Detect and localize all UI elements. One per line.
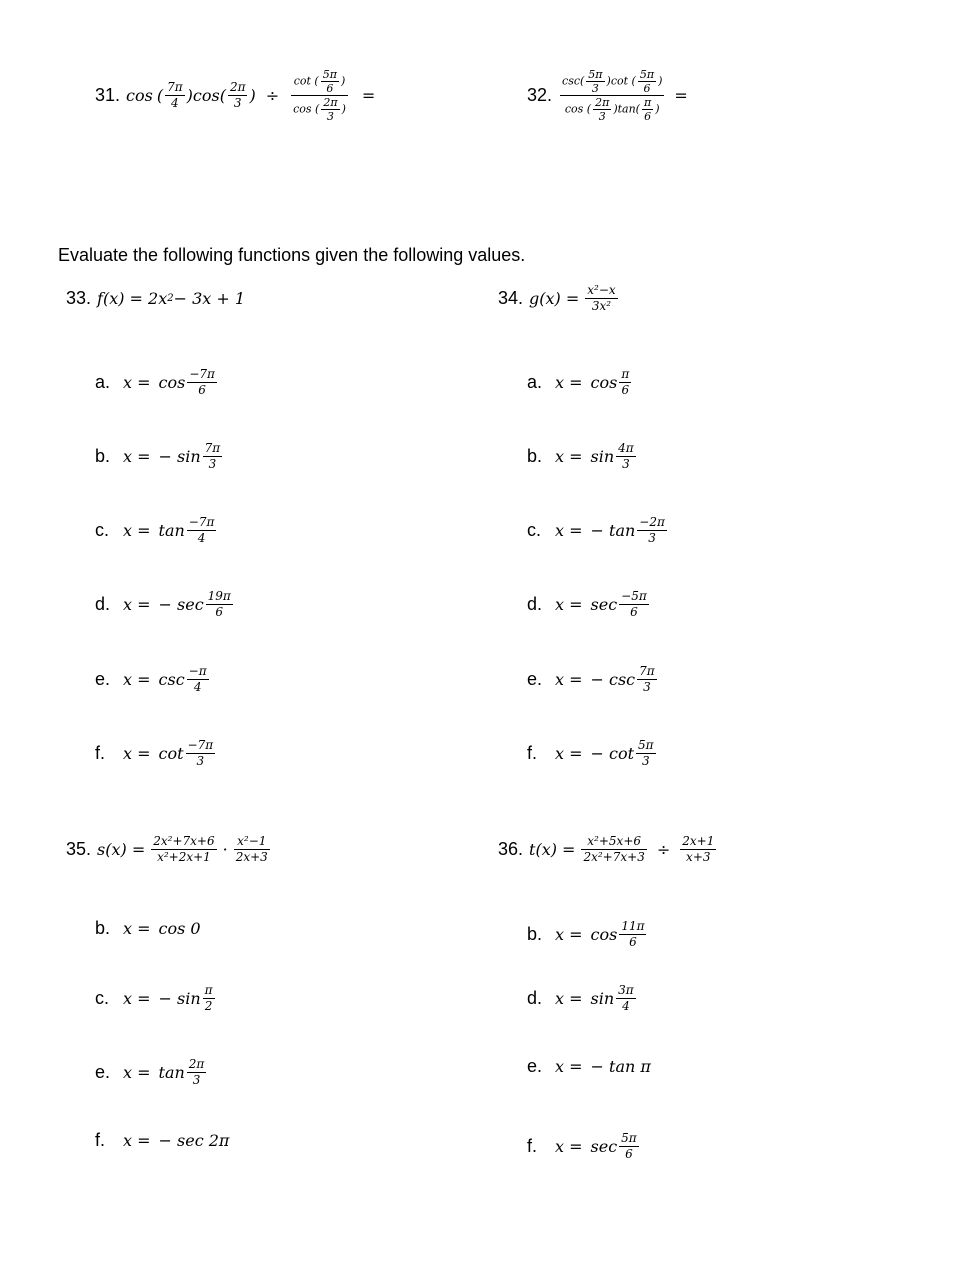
fraction: $\frac{7\pi}{3}$ bbox=[204, 441, 221, 471]
item-lhs: x = bbox=[123, 919, 151, 938]
fraction: $\frac{7\pi}{3}$ bbox=[639, 664, 655, 694]
item-lhs: x = bbox=[123, 595, 151, 614]
sub-item bbox=[527, 515, 669, 546]
item-lhs: x = bbox=[123, 989, 151, 1008]
sub-item bbox=[95, 1057, 208, 1088]
item-trig: cos bbox=[158, 373, 186, 392]
item-lhs: x = bbox=[555, 1137, 583, 1156]
sub-item bbox=[95, 918, 201, 939]
item-lhs: x = bbox=[123, 373, 151, 392]
item-lhs: x = bbox=[555, 925, 583, 944]
problem-35: 35. s(x) = $\frac{\text{2x²+7x+6}}{\text{x²+2x+1}}$ · $\frac{\text{x²−1}}{2x+3}$ bbox=[66, 834, 268, 864]
item-lhs: x = bbox=[123, 447, 151, 466]
item-label: b. bbox=[527, 446, 543, 466]
item-label: c. bbox=[95, 520, 110, 540]
fraction: $\frac{11\pi}{6}$ bbox=[621, 919, 645, 949]
sub-item bbox=[95, 589, 235, 620]
item-trig: sec bbox=[590, 595, 618, 614]
function-definition: s(x) = bbox=[97, 840, 146, 859]
item-label: e. bbox=[95, 669, 111, 689]
item-label: c. bbox=[95, 988, 110, 1008]
sub-item bbox=[95, 441, 224, 472]
fraction: $\frac{5\pi}{3}$ bbox=[638, 738, 654, 768]
sub-item bbox=[95, 983, 217, 1014]
fraction: $\frac{7\pi}{4}$ bbox=[167, 80, 183, 110]
item-value: cos 0 bbox=[158, 919, 201, 938]
item-trig: tan bbox=[158, 521, 185, 540]
fraction: $\frac{5\pi}{6}$ bbox=[621, 1131, 637, 1161]
fraction: $\frac{\pi}{2}$ bbox=[204, 983, 213, 1013]
sub-item bbox=[527, 983, 638, 1014]
item-trig: sin bbox=[590, 447, 615, 466]
item-lhs: x = bbox=[555, 744, 583, 763]
item-trig: sin bbox=[590, 989, 615, 1008]
item-lhs: x = bbox=[123, 521, 151, 540]
fraction: $\frac{-7\pi}{4}$ bbox=[188, 515, 215, 545]
function-definition: t(x) = bbox=[529, 840, 576, 859]
compound-fraction: cot ( $\frac{5\pi}{6}$ ) cos ( $\frac{2\pi}{3}$ ) bbox=[293, 68, 346, 123]
fraction: $\frac{\text{x²−x}}{\text{3x²}}$ bbox=[587, 283, 616, 313]
item-label: f. bbox=[95, 743, 106, 763]
item-value: − sec 2π bbox=[158, 1131, 230, 1150]
item-trig: − sec bbox=[158, 595, 204, 614]
fraction: $\frac{19\pi}{6}$ bbox=[207, 589, 231, 619]
sub-item bbox=[527, 919, 648, 950]
item-lhs: x = bbox=[555, 447, 583, 466]
compound-fraction: csc( $\frac{5\pi}{3}$ )cot ( $\frac{5\pi}{6}$ ) cos ( $\frac{2\pi}{3}$ )tan( $\frac{\pi}{6}$ ) bbox=[562, 68, 663, 123]
problem-number: 32. bbox=[527, 85, 553, 105]
sub-item bbox=[527, 441, 638, 472]
item-label: b. bbox=[95, 918, 111, 938]
sub-item bbox=[527, 367, 633, 398]
item-lhs: x = bbox=[123, 1063, 151, 1082]
item-label: e. bbox=[95, 1062, 111, 1082]
sub-item bbox=[95, 738, 217, 769]
sub-item bbox=[527, 1131, 641, 1162]
fraction: $\frac{2\pi}{3}$ bbox=[188, 1057, 205, 1087]
item-label: b. bbox=[527, 924, 543, 944]
problem-33: 33. f(x) = 2x 2 − 3x + 1 bbox=[66, 288, 246, 308]
problem-34 bbox=[498, 283, 620, 314]
item-trig: csc bbox=[158, 670, 185, 689]
fraction: $\frac{\text{2x²+7x+6}}{\text{x²+2x+1}}$ bbox=[153, 834, 215, 864]
item-lhs: x = bbox=[123, 744, 151, 763]
item-label: e. bbox=[527, 669, 543, 689]
item-label: e. bbox=[527, 1056, 543, 1076]
problem-31: 31. cos ( $\frac{7\pi}{4}$ ) cos ( $\frac{2\pi}{3}$ ) ÷ cot ( $\frac{5\pi}{6}$ ) cos ( $\frac{2\pi}{3}$ ) = bbox=[95, 68, 376, 123]
item-lhs: x = bbox=[555, 1057, 583, 1076]
item-trig: − tan bbox=[590, 521, 636, 540]
sub-item bbox=[527, 664, 659, 695]
fraction: $\frac{\text{x²−1}}{2x+3}$ bbox=[235, 834, 268, 864]
problem-32: 32. csc( $\frac{5\pi}{3}$ )cot ( $\frac{5\pi}{6}$ ) cos ( $\frac{2\pi}{3}$ )tan( $\frac{\pi}{6}$ ) = bbox=[527, 68, 688, 123]
item-trig: − cot bbox=[590, 744, 635, 763]
fraction: $\frac{-\pi}{4}$ bbox=[188, 664, 207, 694]
fraction: $\frac{2\pi}{3}$ bbox=[229, 80, 246, 110]
function-definition: f(x) = 2x bbox=[97, 289, 168, 308]
item-label: d. bbox=[527, 594, 543, 614]
problem-number: 34. bbox=[498, 288, 524, 308]
item-label: a. bbox=[95, 372, 111, 392]
item-label: f. bbox=[527, 743, 538, 763]
item-label: d. bbox=[95, 594, 111, 614]
fraction: $\frac{-7\pi}{3}$ bbox=[187, 738, 214, 768]
fraction: $\frac{2x+1}{x+3}$ bbox=[682, 834, 715, 864]
sub-item bbox=[95, 367, 219, 398]
item-label: d. bbox=[527, 988, 543, 1008]
item-lhs: x = bbox=[555, 670, 583, 689]
fraction: $\frac{4\pi}{3}$ bbox=[618, 441, 634, 471]
item-trig: − sin bbox=[158, 989, 201, 1008]
fraction: $\frac{\text{x²+5x+6}}{\text{2x²+7x+3}}$ bbox=[583, 834, 645, 864]
problem-number: 33. bbox=[66, 288, 92, 308]
sub-item bbox=[527, 1056, 651, 1077]
item-label: f. bbox=[527, 1136, 538, 1156]
item-label: c. bbox=[527, 520, 542, 540]
item-trig: sec bbox=[590, 1137, 618, 1156]
problem-36: 36. t(x) = $\frac{\text{x²+5x+6}}{\text{2x²+7x+3}}$ ÷ $\frac{2x+1}{x+3}$ bbox=[498, 834, 715, 864]
item-trig: cos bbox=[590, 925, 618, 944]
item-trig: cot bbox=[158, 744, 184, 763]
item-lhs: x = bbox=[123, 670, 151, 689]
sub-item bbox=[95, 1130, 229, 1151]
item-trig: cos bbox=[590, 373, 618, 392]
item-label: b. bbox=[95, 446, 111, 466]
fraction: $\frac{\pi}{6}$ bbox=[621, 367, 630, 397]
sub-item bbox=[527, 589, 651, 620]
item-lhs: x = bbox=[555, 989, 583, 1008]
item-trig: − sin bbox=[158, 447, 201, 466]
item-label: a. bbox=[527, 372, 543, 392]
fraction: $\frac{-2\pi}{3}$ bbox=[639, 515, 665, 545]
problem-number: 31. bbox=[95, 85, 121, 105]
fraction: $\frac{-5\pi}{6}$ bbox=[621, 589, 647, 619]
problem-number: 35. bbox=[66, 839, 92, 859]
fraction: $\frac{-7\pi}{6}$ bbox=[189, 367, 215, 397]
problem-number: 36. bbox=[498, 839, 524, 859]
instruction-text: Evaluate the following functions given the following values. bbox=[58, 245, 526, 265]
item-label: f. bbox=[95, 1130, 106, 1150]
function-definition: g(x) = bbox=[529, 289, 580, 308]
item-trig: − csc bbox=[590, 670, 636, 689]
item-lhs: x = bbox=[555, 595, 583, 614]
sub-item bbox=[95, 515, 218, 546]
sub-item bbox=[95, 664, 211, 695]
fraction: $\frac{3\pi}{4}$ bbox=[618, 983, 634, 1013]
item-lhs: x = bbox=[123, 1131, 151, 1150]
sub-item bbox=[527, 738, 658, 769]
item-trig: tan bbox=[158, 1063, 185, 1082]
item-lhs: x = bbox=[555, 373, 583, 392]
item-lhs: x = bbox=[555, 521, 583, 540]
item-value: − tan π bbox=[590, 1057, 651, 1076]
